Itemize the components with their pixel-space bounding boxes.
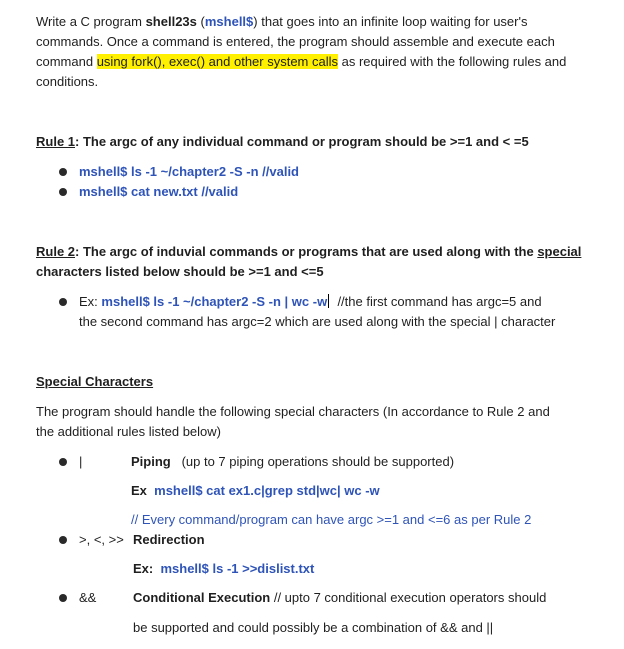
example-prefix: Ex: bbox=[79, 294, 102, 309]
rule2-label: Rule 2 bbox=[36, 244, 76, 259]
example-command: mshell$ cat ex1.c|grep std|wc| wc -w bbox=[154, 483, 380, 498]
redirection-example bbox=[133, 559, 314, 579]
intro-text: Write a C program bbox=[36, 14, 146, 29]
rule1-example: mshell$ ls -1 ~/chapter2 -S -n //valid bbox=[79, 164, 299, 179]
conditional-symbol: && bbox=[79, 590, 97, 605]
bullet-icon bbox=[59, 298, 67, 306]
conditional-name: Conditional Execution bbox=[133, 590, 271, 605]
redirection-name: Redirection bbox=[133, 532, 205, 547]
program-name: shell23s bbox=[145, 14, 197, 29]
rule2-example bbox=[79, 292, 542, 312]
conditional-title bbox=[133, 588, 546, 608]
highlighted-text: using fork(), exec() and other system calls bbox=[96, 54, 339, 69]
special-heading: Special Characters bbox=[36, 374, 154, 389]
intro-text: ) that goes into an infinite loop waiting for user's commands. Once a command is entered, the program should assemble and execute each command bbox=[36, 14, 555, 69]
shell-prompt: mshell$ bbox=[204, 14, 254, 29]
rule1-example: mshell$ cat new.txt //valid bbox=[79, 184, 239, 199]
special-description: the additional rules listed below) bbox=[36, 424, 221, 439]
example-label: Ex bbox=[131, 483, 147, 498]
piping-name: Piping bbox=[131, 454, 171, 469]
bullet-icon bbox=[59, 594, 67, 602]
intro-paragraph bbox=[36, 12, 594, 92]
piping-note: (up to 7 piping operations should be supported) bbox=[181, 454, 455, 469]
example-command: mshell$ ls -1 ~/chapter2 -S -n | wc -w bbox=[101, 294, 328, 309]
piping-title bbox=[131, 452, 454, 472]
example-comment: //the first command has argc=5 and bbox=[337, 294, 542, 309]
bullet-icon bbox=[59, 536, 67, 544]
intro-text: ( bbox=[196, 14, 205, 29]
rule1-label: Rule 1 bbox=[36, 134, 76, 149]
example-command: mshell$ ls -1 >>dislist.txt bbox=[160, 561, 315, 576]
rule2-text: characters listed below should be >=1 and <=5 bbox=[36, 264, 324, 279]
redirection-symbol: >, <, >> bbox=[79, 532, 124, 547]
bullet-icon bbox=[59, 458, 67, 466]
rule2-text: : The argc of induvial commands or programs that are used along with the bbox=[75, 244, 538, 259]
rule2-special: special bbox=[537, 244, 582, 259]
text-cursor bbox=[328, 294, 329, 308]
piping-comment: // Every command/program can have argc >=1 and <=6 as per Rule 2 bbox=[131, 512, 532, 527]
rule2-heading bbox=[36, 242, 594, 282]
conditional-note: // upto 7 conditional execution operators should bbox=[270, 590, 547, 605]
piping-example bbox=[131, 481, 380, 501]
rule1-heading bbox=[36, 132, 594, 152]
intro-text: as required with the following rules and conditions. bbox=[36, 54, 567, 89]
piping-symbol: | bbox=[79, 454, 83, 469]
special-description: The program should handle the following special characters (In accordance to Rule 2 and bbox=[36, 404, 550, 419]
bullet-icon bbox=[59, 188, 67, 196]
rule1-text: : The argc of any individual command or program should be >=1 and < =5 bbox=[75, 134, 529, 149]
rule2-example-comment: the second command has argc=2 which are used along with the special | character bbox=[79, 314, 556, 329]
example-label: Ex: bbox=[133, 561, 154, 576]
conditional-note-continued: be supported and could possibly be a combination of && and || bbox=[133, 620, 494, 635]
bullet-icon bbox=[59, 168, 67, 176]
